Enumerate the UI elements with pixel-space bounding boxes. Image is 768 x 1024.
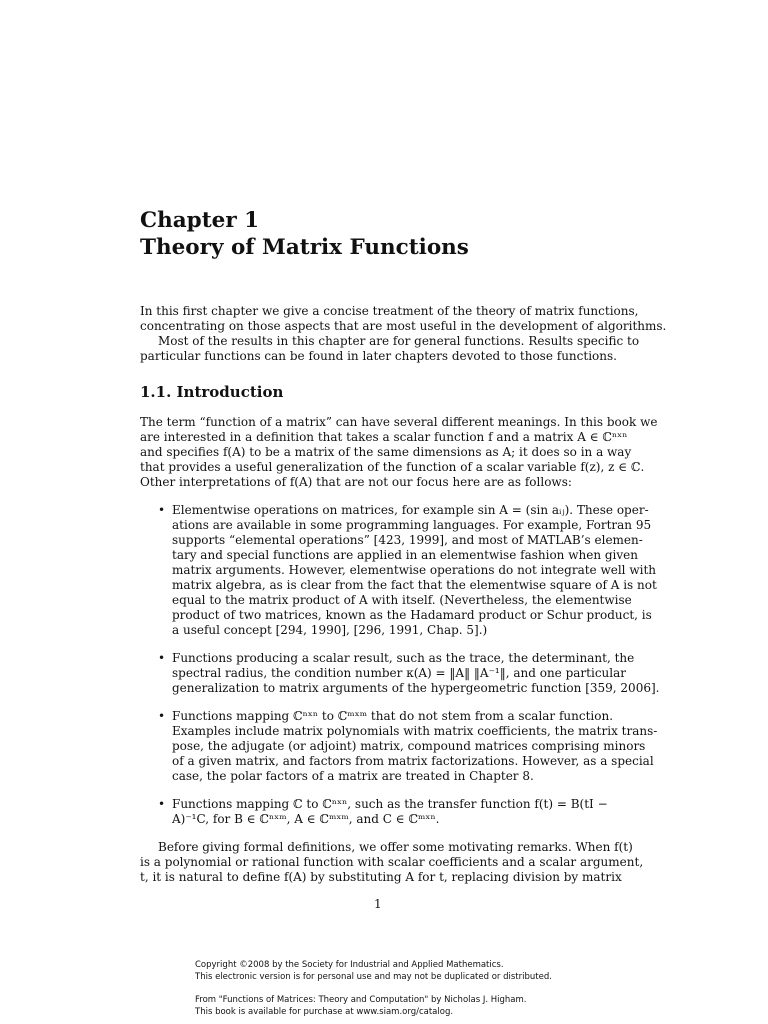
body-line: The term “function of a matrix” can have several different meanings. In this book we	[140, 415, 658, 429]
body-line: Before giving formal definitions, we offer some motivating remarks. When f(t)	[158, 840, 633, 854]
chapter-number: Chapter 1	[140, 208, 260, 233]
bullet-line: Elementwise operations on matrices, for example sin A = (sin aᵢⱼ). These oper-	[172, 503, 649, 517]
bullet-line: matrix algebra, as is clear from the fact that the elementwise square of A is not	[172, 578, 657, 592]
bullet-line: pose, the adjugate (or adjoint) matrix, compound matrices comprising minors	[172, 739, 646, 753]
body-line: and specifies f(A) to be a matrix of the same dimensions as A; it does so in a way	[140, 445, 632, 459]
section-heading: 1.1. Introduction	[140, 383, 284, 401]
bullet-line: product of two matrices, known as the Hadamard product or Schur product, is	[172, 608, 652, 622]
intro-line: particular functions can be found in later chapters devoted to those functions.	[140, 349, 617, 363]
bullet-line: of a given matrix, and factors from matrix factorizations. However, as a special	[172, 754, 654, 768]
bullet-dot: •	[158, 709, 166, 723]
intro-line: Most of the results in this chapter are for general functions. Results specific to	[158, 334, 640, 348]
bullet-line: spectral radius, the condition number κ(A) = ‖A‖ ‖A⁻¹‖, and one particular	[172, 666, 627, 680]
body-line: are interested in a definition that takes a scalar function f and a matrix A ∈ ℂⁿˣⁿ	[140, 430, 628, 444]
bullet-dot: •	[158, 503, 166, 517]
chapter-title: Theory of Matrix Functions	[140, 235, 469, 260]
body-line: t, it is natural to define f(A) by substituting A for t, replacing division by matrix	[140, 870, 622, 884]
bullet-dot: •	[158, 797, 166, 811]
intro-line: concentrating on those aspects that are most useful in the development of algorithms.	[140, 319, 667, 333]
usage-notice-line: This electronic version is for personal use and may not be duplicated or distributed.	[195, 972, 552, 982]
body-line: that provides a useful generalization of the function of a scalar variable f(z), z ∈ ℂ.	[140, 460, 645, 474]
bullet-line: Functions producing a scalar result, such as the trace, the determinant, the	[172, 651, 635, 665]
body-line: Other interpretations of f(A) that are not our focus here are as follows:	[140, 475, 572, 489]
page-number: 1	[374, 897, 382, 911]
bullet-dot: •	[158, 651, 166, 665]
source-line: From "Functions of Matrices: Theory and Computation" by Nicholas J. Higham.	[195, 995, 527, 1005]
bullet-line: equal to the matrix product of A with itself. (Nevertheless, the elementwise	[172, 593, 632, 607]
bullet-line: supports “elemental operations” [423, 1999], and most of MATLAB’s elemen-	[172, 533, 643, 547]
bullet-line: a useful concept [294, 1990], [296, 1991, Chap. 5].)	[172, 623, 488, 637]
body-line: is a polynomial or rational function with scalar coefficients and a scalar argument,	[140, 855, 644, 869]
intro-line: In this first chapter we give a concise treatment of the theory of matrix functions,	[140, 304, 639, 318]
bullet-line: Examples include matrix polynomials with matrix coefficients, the matrix trans-	[172, 724, 658, 738]
bullet-line: Functions mapping ℂⁿˣⁿ to ℂᵐˣᵐ that do not stem from a scalar function.	[172, 709, 614, 723]
bullet-line: A)⁻¹C, for B ∈ ℂⁿˣᵐ, A ∈ ℂᵐˣᵐ, and C ∈ ℂᵐˣⁿ.	[172, 812, 440, 826]
copyright-line: Copyright ©2008 by the Society for Industrial and Applied Mathematics.	[195, 960, 504, 970]
bullet-line: matrix arguments. However, elementwise operations do not integrate well with	[172, 563, 656, 577]
bullet-line: Functions mapping ℂ to ℂⁿˣⁿ, such as the transfer function f(t) = B(tI −	[172, 797, 608, 811]
purchase-line: This book is available for purchase at www.siam.org/catalog.	[195, 1007, 454, 1017]
bullet-line: case, the polar factors of a matrix are treated in Chapter 8.	[172, 769, 534, 783]
bullet-line: generalization to matrix arguments of the hypergeometric function [359, 2006].	[172, 681, 660, 695]
bullet-line: tary and special functions are applied in an elementwise fashion when given	[172, 548, 638, 562]
bullet-line: ations are available in some programming languages. For example, Fortran 95	[172, 518, 652, 532]
